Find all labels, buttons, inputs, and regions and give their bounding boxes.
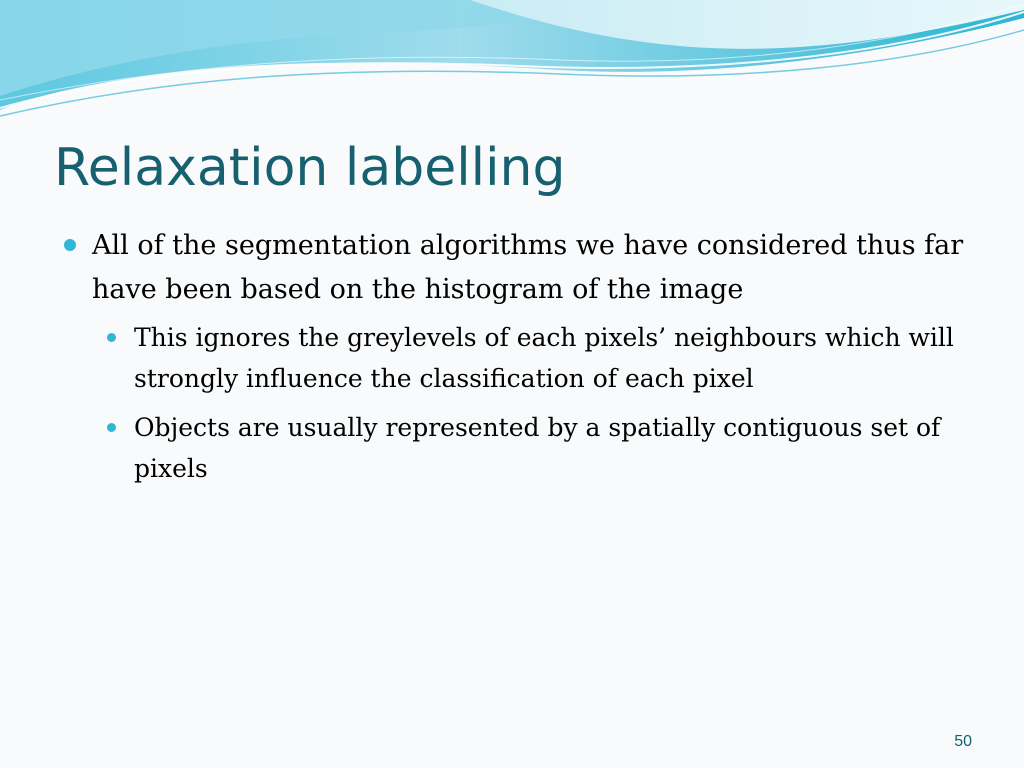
bullet-text: All of the segmentation algorithms we have considered thus far have been based on the histogram of the image <box>92 230 964 305</box>
bullet-dot-icon <box>107 333 116 342</box>
bullet-dot-icon <box>64 239 76 251</box>
bullet-item <box>60 224 970 312</box>
slide-title: Relaxation labelling <box>54 138 566 198</box>
sub-bullet-item <box>60 407 970 489</box>
page-number: 50 <box>954 733 972 750</box>
sub-bullet-item <box>60 317 970 399</box>
sub-bullet-text: This ignores the greylevels of each pixels’ neighbours which will strongly influence the classification of each pixel <box>134 323 954 393</box>
header-wave-decoration <box>0 0 1024 130</box>
sub-bullet-text: Objects are usually represented by a spatially contiguous set of pixels <box>134 413 941 483</box>
bullet-dot-icon <box>107 423 116 432</box>
slide-body <box>60 224 970 489</box>
